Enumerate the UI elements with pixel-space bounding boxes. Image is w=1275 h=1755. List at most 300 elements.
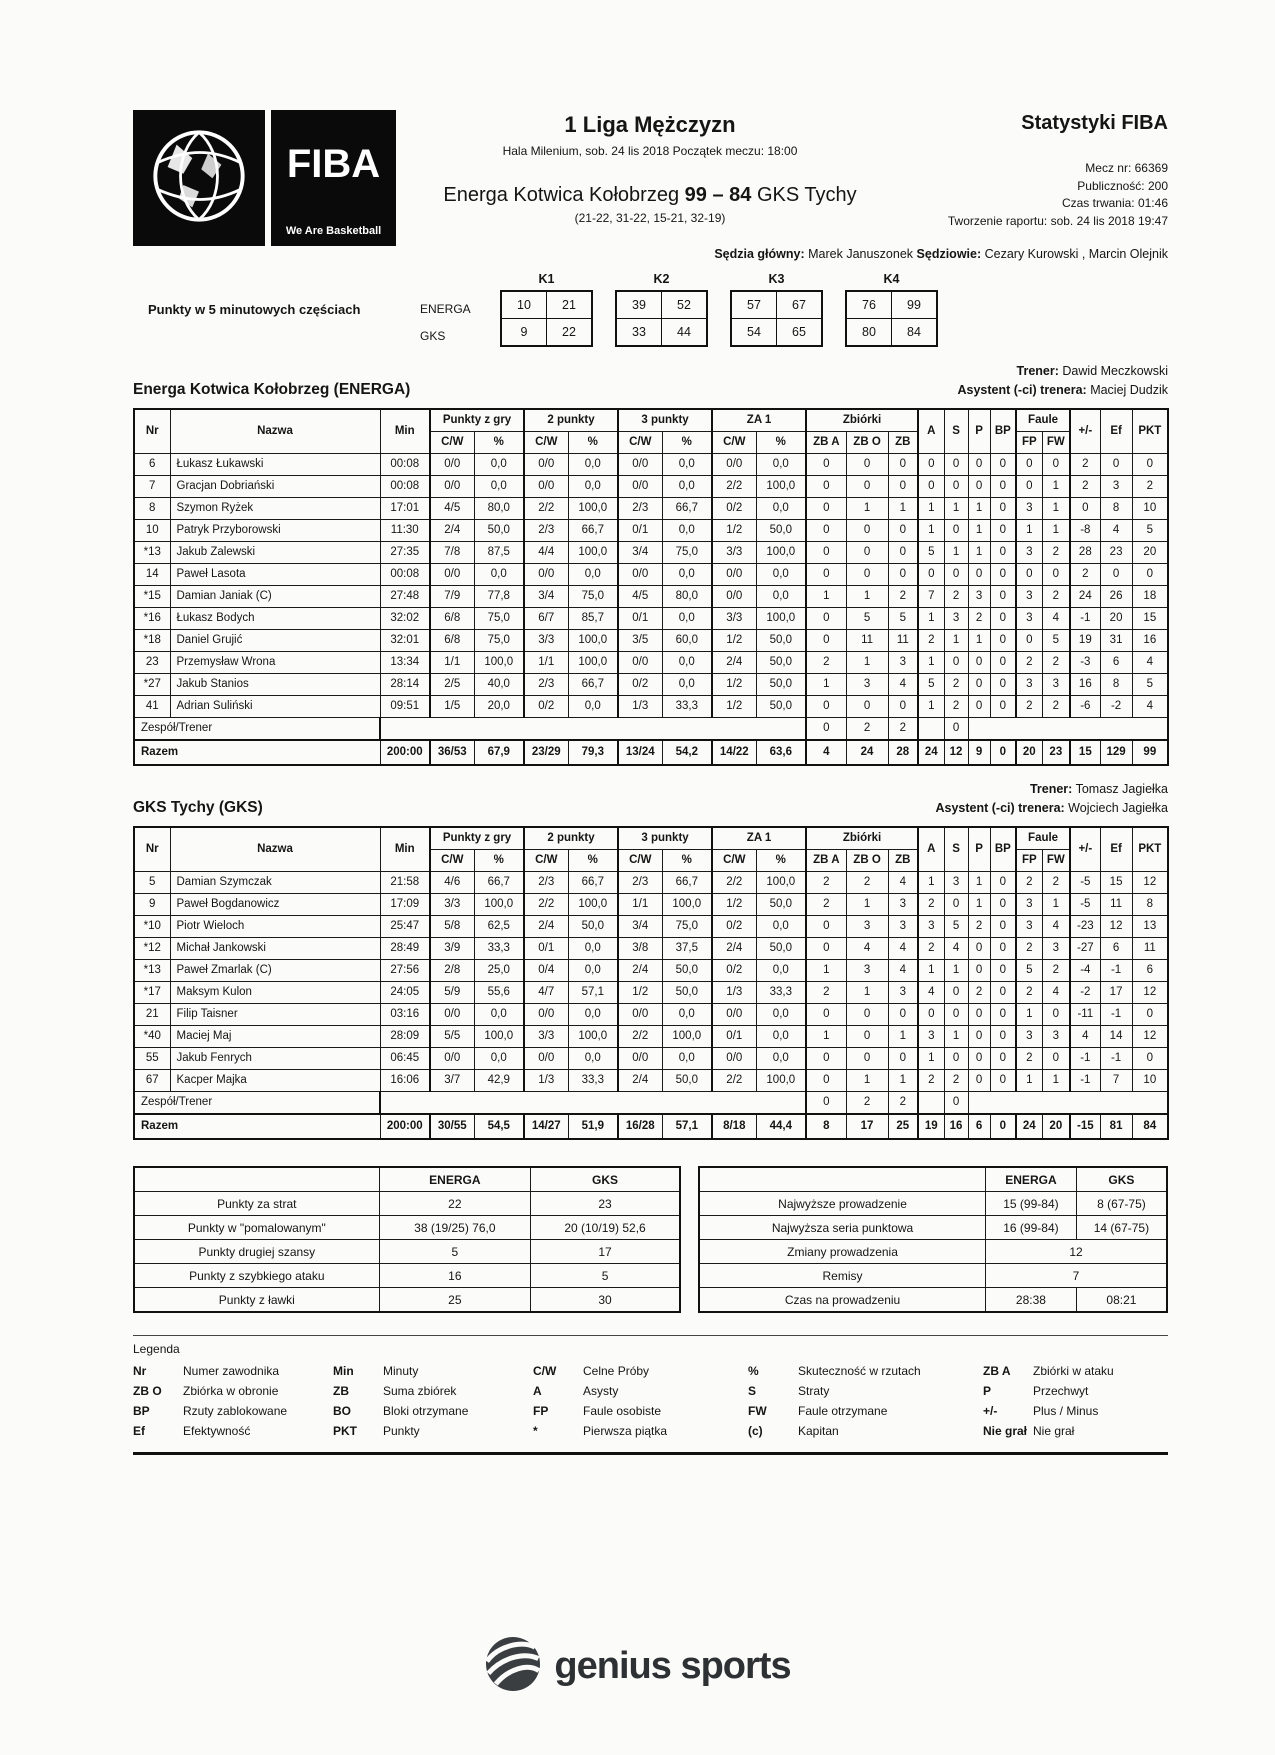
stat-cell: 1 (888, 1026, 918, 1048)
stat-cell: 10 (1132, 498, 1168, 520)
player-number: 14 (134, 564, 170, 586)
score-cell: 21 (547, 291, 593, 319)
stat-cell: 3 (918, 916, 944, 938)
legend-item (983, 1424, 1168, 1438)
stat-cell: 200:00 (380, 740, 430, 765)
col-header: FP (1016, 432, 1042, 454)
stat-cell: 0/1 (618, 608, 662, 630)
player-number: 9 (134, 894, 170, 916)
stat-cell: 0 (990, 498, 1016, 520)
stat-cell: 0 (1016, 630, 1042, 652)
match-meta (948, 160, 1168, 230)
col-header: BP (990, 409, 1016, 454)
stat-cell: 0,0 (662, 608, 712, 630)
stat-cell: 5 (888, 608, 918, 630)
stat-cell: 12 (1100, 916, 1132, 938)
stat-cell: 2/2 (712, 1070, 756, 1092)
col-header: Ef (1100, 827, 1132, 872)
stat-cell: 2 (1016, 872, 1042, 894)
legend-value: Suma zbiórek (383, 1384, 457, 1398)
stat-cell: 1 (918, 1048, 944, 1070)
genius-sports-icon (484, 1635, 542, 1698)
stat-cell: 13 (1132, 916, 1168, 938)
summary-label: Czas na prowadzeniu (699, 1288, 986, 1313)
legend-key: A (533, 1384, 542, 1398)
stat-cell: 0,0 (756, 586, 806, 608)
summary-value: 30 (531, 1288, 680, 1313)
player-name: Maciej Maj (170, 1026, 380, 1048)
col-header: Zbiórki (806, 827, 918, 850)
stat-cell: 0 (990, 652, 1016, 674)
team-bench-row (134, 1092, 1168, 1115)
stat-cell: -1 (1070, 1048, 1100, 1070)
stat-cell: 5 (1042, 630, 1070, 652)
stat-cell: 0 (806, 476, 846, 498)
duration: Czas trwania: 01:46 (1061, 196, 1168, 210)
col-header: ZB (888, 850, 918, 872)
col-header: ZA 1 (712, 409, 806, 432)
stat-cell: 80,0 (662, 586, 712, 608)
stat-cell: 0,0 (568, 454, 618, 476)
legend-key: Ef (133, 1424, 145, 1438)
stat-cell: 0,0 (474, 454, 524, 476)
stat-cell: 7/9 (430, 586, 474, 608)
stat-cell: 0 (990, 630, 1016, 652)
stat-cell: 66,7 (662, 872, 712, 894)
stat-cell: 2/2 (618, 1026, 662, 1048)
col-header: S (944, 827, 968, 872)
stat-cell: 25:47 (380, 916, 430, 938)
legend-value: Zbiórka w obronie (183, 1384, 279, 1398)
summary-value: 23 (531, 1192, 680, 1216)
player-number: 8 (134, 498, 170, 520)
stat-cell: 4 (888, 938, 918, 960)
col-header: S (944, 409, 968, 454)
summary-value: 25 (379, 1288, 530, 1313)
stat-cell: 4/6 (430, 872, 474, 894)
stat-cell: 1 (918, 872, 944, 894)
quarter-box (730, 272, 823, 347)
stat-cell: 0 (806, 454, 846, 476)
quarter-box (845, 272, 938, 347)
player-row (134, 938, 1168, 960)
stat-cell: 2 (1016, 1048, 1042, 1070)
stat-cell (918, 1092, 944, 1115)
stat-cell: 33,3 (662, 696, 712, 718)
stat-cell: 2 (1070, 454, 1100, 476)
stat-cell: 0,0 (662, 1048, 712, 1070)
col-header: Punkty z gry (430, 827, 524, 850)
stat-cell: 19 (918, 1114, 944, 1139)
stat-cell: 1 (968, 542, 990, 564)
stat-cell: 2 (1016, 652, 1042, 674)
stat-cell: 0 (990, 586, 1016, 608)
stat-cell: 6/8 (430, 630, 474, 652)
stat-cell: 14/22 (712, 740, 756, 765)
stat-cell: 24:05 (380, 982, 430, 1004)
stat-cell: 0 (990, 1026, 1016, 1048)
legend-value: Przechwyt (1033, 1384, 1089, 1398)
stat-cell: 0 (968, 960, 990, 982)
stat-cell: 0/1 (712, 1026, 756, 1048)
assistant-label: Asystent (-ci) trenera: (935, 801, 1065, 815)
stat-cell: 0 (806, 608, 846, 630)
quarter-results-line: (21-22, 31-22, 15-21, 32-19) (574, 211, 726, 225)
stat-cell: 0 (846, 1048, 888, 1070)
stat-cell: 0,0 (662, 520, 712, 542)
stat-cell: 0 (990, 872, 1016, 894)
stat-cell: 3 (1100, 476, 1132, 498)
stat-cell: 5 (1016, 960, 1042, 982)
summary-label: Najwyższe prowadzenie (699, 1192, 986, 1216)
stat-cell: -23 (1070, 916, 1100, 938)
stat-cell: 4 (944, 938, 968, 960)
fiba-tagline: We Are Basketball (285, 225, 382, 237)
stat-cell: 10 (1132, 1070, 1168, 1092)
stat-cell: 84 (1132, 1114, 1168, 1139)
col-header: Nazwa (170, 827, 380, 872)
stat-cell: 80,0 (474, 498, 524, 520)
stat-cell: 20 (1100, 608, 1132, 630)
stat-cell: 100,0 (568, 1026, 618, 1048)
player-row (134, 476, 1168, 498)
summary-row (699, 1192, 1167, 1216)
stat-cell: 17:09 (380, 894, 430, 916)
stat-cell: 0,0 (568, 1048, 618, 1070)
stat-cell: 1 (1016, 1004, 1042, 1026)
stat-cell: 0/2 (712, 498, 756, 520)
stat-cell: 0 (1042, 454, 1070, 476)
stat-cell: 0,0 (568, 938, 618, 960)
stat-cell: 1 (944, 542, 968, 564)
score-cell: 9 (501, 319, 547, 347)
stat-cell: 31 (1100, 630, 1132, 652)
stat-cell: 0 (968, 454, 990, 476)
legend-item (333, 1404, 533, 1418)
stat-cell: 0 (806, 1070, 846, 1092)
stat-cell: 100,0 (756, 542, 806, 564)
player-name: Gracjan Dobriański (170, 476, 380, 498)
quarter-scores-teams (420, 296, 486, 350)
summary-label: Remisy (699, 1264, 986, 1288)
summary-table-points (133, 1166, 681, 1313)
stat-cell: 1 (968, 630, 990, 652)
attendance: Publiczność: 200 (1077, 178, 1168, 193)
stat-cell: 2/5 (430, 674, 474, 696)
coach-name: Dawid Meczkowski (1062, 364, 1168, 378)
col-header: FW (1042, 432, 1070, 454)
stat-cell: 0 (918, 564, 944, 586)
team-row-label: Zespół/Trener (134, 1092, 380, 1115)
stat-cell: 42,9 (474, 1070, 524, 1092)
stat-cell: 7 (918, 586, 944, 608)
stat-cell: 16 (1070, 674, 1100, 696)
stat-cell: 50,0 (662, 982, 712, 1004)
main-referee-name: Marek Januszonek (808, 247, 914, 261)
stat-cell: 0,0 (568, 960, 618, 982)
stat-cell: 1/5 (430, 696, 474, 718)
stat-cell: 0 (806, 630, 846, 652)
player-row (134, 1048, 1168, 1070)
legend-key: Nr (133, 1364, 147, 1378)
stat-cell: 23 (1042, 740, 1070, 765)
stat-cell: 3 (1016, 1026, 1042, 1048)
stat-cell: 2 (1016, 938, 1042, 960)
stat-cell: 0 (1042, 1048, 1070, 1070)
stat-cell: 0 (1100, 564, 1132, 586)
stat-cell: 13/24 (618, 740, 662, 765)
stat-cell: 0/0 (618, 1048, 662, 1070)
stat-cell: 0/0 (712, 586, 756, 608)
stat-cell: 2/8 (430, 960, 474, 982)
legend-key: Min (333, 1364, 354, 1378)
stat-cell: 5 (918, 542, 944, 564)
stat-cell: 37,5 (662, 938, 712, 960)
stat-cell: 26 (1100, 586, 1132, 608)
legend-value: Celne Próby (583, 1364, 650, 1378)
stat-cell: 100,0 (474, 894, 524, 916)
stat-cell: 4/4 (524, 542, 568, 564)
stat-cell: 0/0 (712, 454, 756, 476)
player-name: Damian Janiak (C) (170, 586, 380, 608)
stat-cell: 75,0 (662, 542, 712, 564)
coach-label: Trener: (1016, 364, 1059, 378)
stat-cell: 0 (944, 1048, 968, 1070)
stat-cell: 0 (990, 916, 1016, 938)
legend-key: ZB (333, 1384, 349, 1398)
stat-cell: 2 (888, 718, 918, 741)
summary-tables (133, 1166, 1168, 1313)
summary-value: 17 (531, 1240, 680, 1264)
col-header: Zbiórki (806, 409, 918, 432)
stat-cell: 1 (846, 1070, 888, 1092)
venue-line: Hala Milenium, sob. 24 lis 2018 Początek meczu: 18:00 (502, 144, 798, 158)
stat-cell: 1/1 (618, 894, 662, 916)
stat-cell: 1 (944, 960, 968, 982)
stat-cell: 1 (968, 894, 990, 916)
player-number: 21 (134, 1004, 170, 1026)
team-row-label: Zespół/Trener (134, 718, 380, 741)
col-header: +/- (1070, 409, 1100, 454)
stat-cell: 20 (1016, 740, 1042, 765)
stat-cell (918, 718, 944, 741)
col-header: % (756, 850, 806, 872)
stat-cell: 6 (968, 1114, 990, 1139)
player-number: *13 (134, 960, 170, 982)
stat-cell: 63,6 (756, 740, 806, 765)
stat-cell: 66,7 (474, 872, 524, 894)
home-team-name: Energa Kotwica Kołobrzeg (443, 184, 680, 206)
stat-cell: 0 (846, 1026, 888, 1048)
stat-cell: 100,0 (474, 652, 524, 674)
match-number: Mecz nr: 66369 (1085, 161, 1168, 175)
legend-item (333, 1364, 533, 1378)
player-row (134, 652, 1168, 674)
legend-key: Nie grał (983, 1424, 1028, 1438)
legend-value: Numer zawodnika (183, 1364, 280, 1378)
stat-cell: 0,0 (756, 498, 806, 520)
stat-cell: -1 (1100, 1048, 1132, 1070)
stat-cell: 17:01 (380, 498, 430, 520)
col-header: C/W (430, 432, 474, 454)
legend-item (748, 1384, 983, 1398)
legend-item (748, 1404, 983, 1418)
legend-value: Zbiórki w ataku (1033, 1364, 1114, 1378)
stat-cell: 44,4 (756, 1114, 806, 1139)
stat-cell: 100,0 (756, 872, 806, 894)
stat-cell: -3 (1070, 652, 1100, 674)
stat-cell: 1/3 (618, 696, 662, 718)
stat-cell: 0 (918, 1004, 944, 1026)
stat-cell: 7 (1100, 1070, 1132, 1092)
stat-cell: 0/2 (618, 674, 662, 696)
stat-cell: 5/8 (430, 916, 474, 938)
player-name: Szymon Ryżek (170, 498, 380, 520)
stat-cell: 27:35 (380, 542, 430, 564)
stat-cell: 4/5 (618, 586, 662, 608)
coach-line (1030, 782, 1168, 796)
stat-cell: 2 (944, 1070, 968, 1092)
header-center (320, 112, 980, 225)
stat-cell: 0 (846, 454, 888, 476)
stat-cell: 1 (918, 652, 944, 674)
stat-cell: 3/3 (524, 630, 568, 652)
stat-cell: -5 (1070, 894, 1100, 916)
stat-cell: 3 (888, 652, 918, 674)
stat-cell: 0 (968, 696, 990, 718)
coach-line (1017, 364, 1168, 378)
stat-cell: 2/2 (712, 476, 756, 498)
stat-cell: 27:56 (380, 960, 430, 982)
stat-cell: 0/2 (524, 696, 568, 718)
player-name: Daniel Grujić (170, 630, 380, 652)
stat-cell: 0 (990, 938, 1016, 960)
stat-cell: 0/0 (618, 1004, 662, 1026)
stat-cell: 09:51 (380, 696, 430, 718)
stat-cell: 11:30 (380, 520, 430, 542)
stat-cell: 6/8 (430, 608, 474, 630)
stat-cell: 33,3 (568, 1070, 618, 1092)
legend-key: P (983, 1384, 992, 1398)
totals-label: Razem (134, 740, 380, 765)
stat-cell: 13:34 (380, 652, 430, 674)
stat-cell: 00:08 (380, 476, 430, 498)
stat-cell: -2 (1100, 696, 1132, 718)
stat-cell: 0 (1070, 498, 1100, 520)
player-row (134, 1070, 1168, 1092)
stat-cell: 0 (968, 674, 990, 696)
player-name: Filip Taisner (170, 1004, 380, 1026)
fiba-globe-logo (133, 110, 265, 246)
col-header: ZB (888, 432, 918, 454)
referees-line (714, 247, 1168, 261)
stat-cell: 0/0 (430, 1004, 474, 1026)
player-number: *13 (134, 542, 170, 564)
summary-label: Punkty z szybkiego ataku (134, 1264, 379, 1288)
stat-cell: 28 (888, 740, 918, 765)
col-header: A (918, 409, 944, 454)
stat-cell: 3 (968, 586, 990, 608)
stat-cell: 2/4 (430, 520, 474, 542)
stat-cell: 67,9 (474, 740, 524, 765)
legend-item (133, 1384, 333, 1398)
summary-value: 08:21 (1076, 1288, 1167, 1313)
stat-cell: 50,0 (756, 520, 806, 542)
stat-cell: 2 (918, 938, 944, 960)
stat-cell: 5 (944, 916, 968, 938)
stat-cell: 0 (1016, 476, 1042, 498)
stat-cell: 99 (1132, 740, 1168, 765)
player-row (134, 542, 1168, 564)
col-header: ENERGA (379, 1167, 530, 1192)
stat-cell: 3 (846, 674, 888, 696)
stat-cell: 24 (846, 740, 888, 765)
stat-cell: 2 (1042, 960, 1070, 982)
summary-row (134, 1216, 680, 1240)
player-name: Michał Jankowski (170, 938, 380, 960)
stat-cell: 0 (990, 564, 1016, 586)
stat-cell: 0 (1042, 564, 1070, 586)
stat-cell: 0 (968, 1026, 990, 1048)
stat-cell: 2 (806, 872, 846, 894)
summary-label: Zmiany prowadzenia (699, 1240, 986, 1264)
stat-cell: 50,0 (756, 630, 806, 652)
stat-cell: -1 (1100, 1004, 1132, 1026)
legend-key: BP (133, 1404, 150, 1418)
player-number: *15 (134, 586, 170, 608)
stat-cell: 3 (1016, 586, 1042, 608)
stat-cell: 2/2 (712, 872, 756, 894)
stat-cell: 0/0 (430, 476, 474, 498)
col-header: Punkty z gry (430, 409, 524, 432)
stat-cell: 2 (1132, 476, 1168, 498)
score-cell: 99 (892, 291, 938, 319)
table-header-row (134, 827, 1168, 850)
stat-cell: 5/5 (430, 1026, 474, 1048)
stat-cell: 50,0 (568, 916, 618, 938)
stat-cell: 8 (1132, 894, 1168, 916)
col-header: A (918, 827, 944, 872)
stat-cell: 50,0 (756, 674, 806, 696)
legend-item (983, 1364, 1168, 1378)
stat-cell: -1 (1070, 608, 1100, 630)
match-line (320, 184, 980, 207)
legend-item (533, 1424, 748, 1438)
stat-cell: 4/5 (430, 498, 474, 520)
stat-cell: 0 (968, 1070, 990, 1092)
stat-cell: 1 (918, 608, 944, 630)
player-name: Łukasz Łukawski (170, 454, 380, 476)
stat-cell: 2 (918, 1070, 944, 1092)
stat-cell: 0 (990, 1004, 1016, 1026)
stat-cell: 8 (1100, 498, 1132, 520)
stat-cell: 0,0 (756, 1004, 806, 1026)
stat-cell: 3/4 (618, 916, 662, 938)
stat-cell: 2 (888, 586, 918, 608)
stat-cell: 0 (806, 1048, 846, 1070)
stat-cell: 2 (806, 652, 846, 674)
stat-cell: 0 (990, 740, 1016, 765)
stat-cell: 0/0 (524, 454, 568, 476)
stat-cell: 24 (918, 740, 944, 765)
stat-cell: 2 (888, 1092, 918, 1115)
stat-cell: 3 (944, 608, 968, 630)
player-name: Jakub Stanios (170, 674, 380, 696)
stat-cell: 66,7 (662, 498, 712, 520)
stat-cell: 0 (888, 564, 918, 586)
summary-label: Najwyższa seria punktowa (699, 1216, 986, 1240)
stat-cell: 20 (1042, 1114, 1070, 1139)
